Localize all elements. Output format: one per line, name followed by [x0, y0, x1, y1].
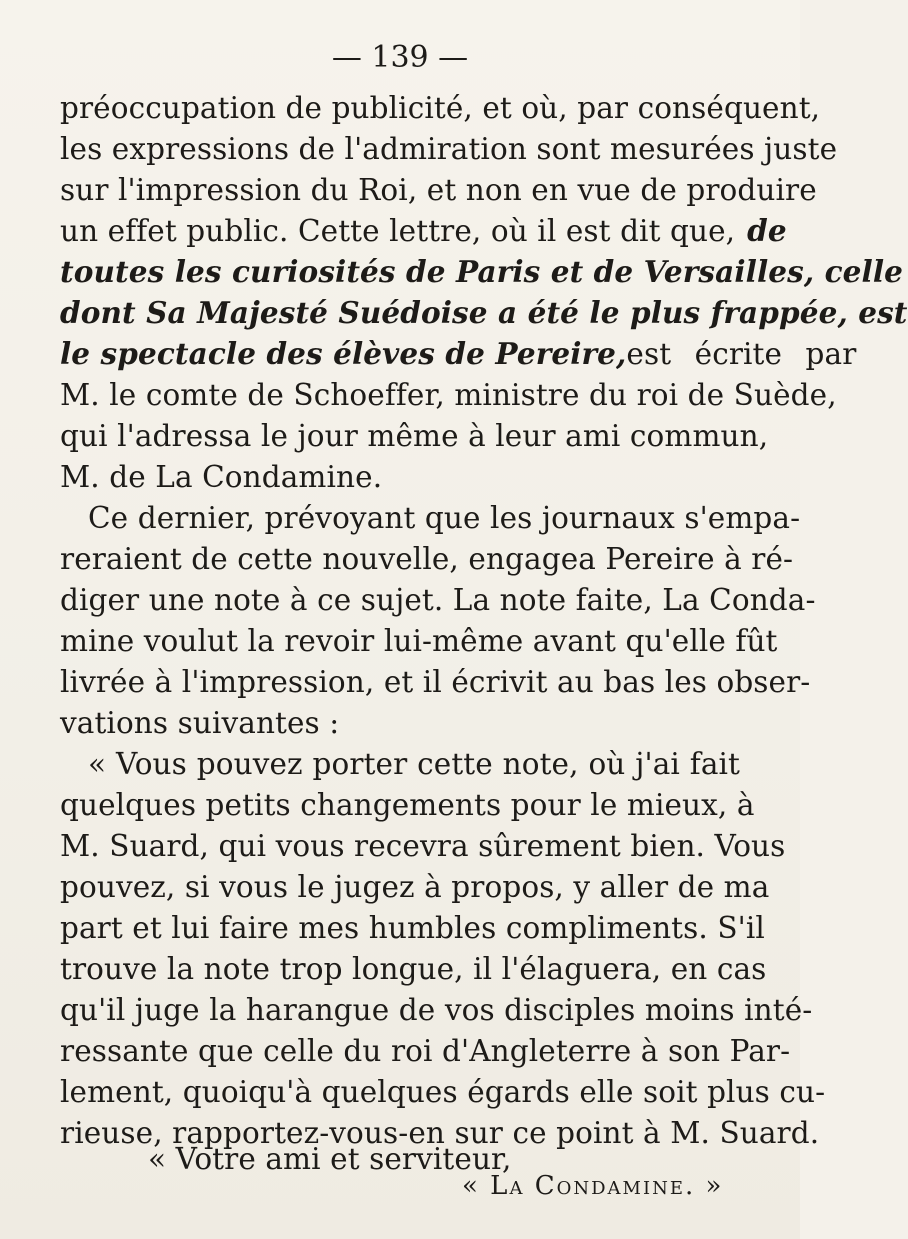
text-line: M. le comte de Schoeffer, ministre du roi de Suède, [60, 378, 837, 412]
text-line: qu'il juge la harangue de vos disciples moins inté- [60, 993, 813, 1027]
text-line: qui l'adressa le jour même à leur ami commun, [60, 419, 769, 453]
text-line: « Vous pouvez porter cette note, où j'ai fait [88, 747, 740, 781]
text-line [60, 211, 787, 251]
text-line: mine voulut la revoir lui-même avant qu'elle fût [60, 624, 778, 658]
text-line: ressante que celle du roi d'Angleterre à son Par- [60, 1034, 791, 1068]
page-number: — 139 — [331, 40, 469, 75]
text-line: part et lui faire mes humbles compliments. S'il [60, 911, 765, 945]
signature: « La Condamine. » [462, 1171, 724, 1201]
text-line: diger une note à ce sujet. La note faite, La Conda- [60, 583, 816, 617]
italic-text-line: dont Sa Majesté Suédoise a été le plus frappée, est [60, 295, 908, 330]
text-line: quelques petits changements pour le mieux, à [60, 788, 755, 822]
text-line: lement, quoiqu'à quelques égards elle soit plus cu- [60, 1075, 826, 1109]
text-line: les expressions de l'admiration sont mesurées juste [60, 132, 838, 166]
text-line: préoccupation de publicité, et où, par conséquent, [60, 91, 821, 125]
italic-text-segment: de [747, 213, 787, 248]
text-line: pouvez, si vous le jugez à propos, y aller de ma [60, 870, 770, 904]
text-line: livrée à l'impression, et il écrivit au bas les obser- [60, 665, 811, 699]
text-line: M. de La Condamine. [60, 460, 383, 494]
text-line: reraient de cette nouvelle, engagea Pereire à ré- [60, 542, 794, 576]
text-line: trouve la note trop longue, il l'élaguera, en cas [60, 952, 767, 986]
text-segment: un effet public. Cette lettre, où il est dit que, [60, 214, 736, 248]
text-line: Ce dernier, prévoyant que les journaux s'empa- [88, 501, 801, 535]
italic-text-line: toutes les curiosités de Paris et de Versailles, celle [60, 254, 903, 289]
text-line: M. Suard, qui vous recevra sûrement bien. Vous [60, 829, 786, 863]
italic-text-segment: le spectacle des élèves de Pereire, [60, 336, 627, 371]
text-line: vations suivantes : [60, 706, 340, 740]
text-segment: est écrite par [626, 337, 857, 371]
text-line: sur l'impression du Roi, et non en vue de produire [60, 173, 817, 207]
text-line: rieuse, rapportez-vous-en sur ce point à M. Suard. [60, 1116, 820, 1150]
text-line [60, 334, 857, 374]
closing-line: « Votre ami et serviteur, [148, 1142, 512, 1176]
